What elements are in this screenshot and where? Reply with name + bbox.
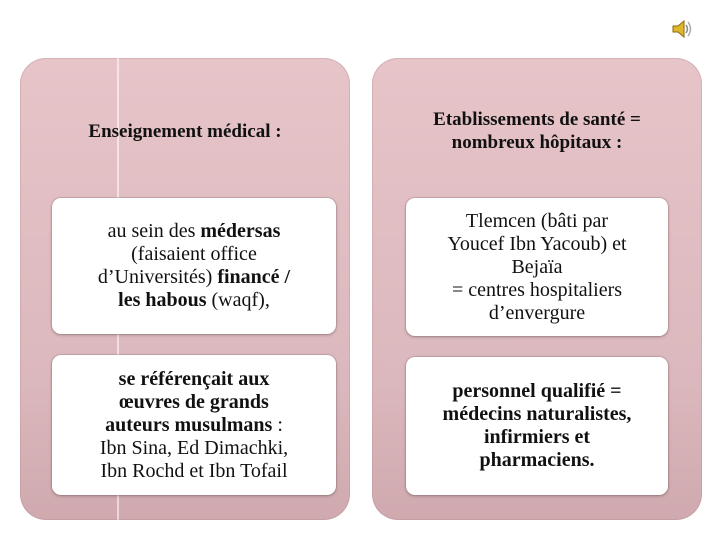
text-fragment: au sein des <box>107 220 201 242</box>
text-line: Tlemcen (bâti par <box>465 209 609 232</box>
right-card-hospitals <box>406 198 668 336</box>
right-card-hospitals-text <box>447 210 626 325</box>
text-fragment-bold: financé / <box>217 266 291 288</box>
right-card-staff <box>406 357 668 495</box>
text-line: d’envergure <box>488 301 586 324</box>
text-line: (faisaient office <box>131 243 257 265</box>
text-line: Bejaïa <box>511 255 563 278</box>
right-title-line: Etablissements de santé = <box>433 109 641 130</box>
text-fragment: : <box>272 413 283 436</box>
speaker-icon[interactable] <box>671 17 693 41</box>
text-line-bold: médecins naturalistes, <box>442 403 632 425</box>
text-line: Ibn Sina, Ed Dimachki, <box>99 436 289 459</box>
text-fragment-bold: médersas <box>200 220 281 242</box>
right-panel-title <box>372 108 702 154</box>
text-line: Ibn Rochd et Ibn Tofail <box>100 459 288 482</box>
right-panel <box>372 58 702 520</box>
left-card-authors <box>52 355 336 495</box>
text-line: = centres hospitaliers <box>451 278 623 301</box>
left-card-madrasas <box>52 198 336 334</box>
right-card-staff-text <box>443 380 632 472</box>
left-card-madrasas-text <box>98 220 290 312</box>
text-line: Youcef Ibn Yacoub) et <box>447 232 627 255</box>
text-line-bold: se référençait aux <box>118 367 270 390</box>
right-title-line: nombreux hôpitaux : <box>451 132 623 153</box>
text-line-bold: œuvres de grands <box>119 390 269 413</box>
text-line-bold: personnel qualifié = <box>452 380 622 402</box>
left-panel <box>20 58 350 520</box>
text-fragment-bold: auteurs musulmans <box>105 413 273 436</box>
text-line-bold: infirmiers et <box>483 426 591 448</box>
text-fragment: d’Universités) <box>97 266 218 288</box>
text-fragment-bold: les habous <box>118 289 207 311</box>
text-fragment: (waqf), <box>206 289 270 311</box>
left-title-text: Enseignement médical : <box>88 121 282 142</box>
left-panel-title <box>20 120 350 143</box>
left-card-authors-text <box>100 368 288 483</box>
text-line-bold: pharmaciens. <box>479 449 595 471</box>
